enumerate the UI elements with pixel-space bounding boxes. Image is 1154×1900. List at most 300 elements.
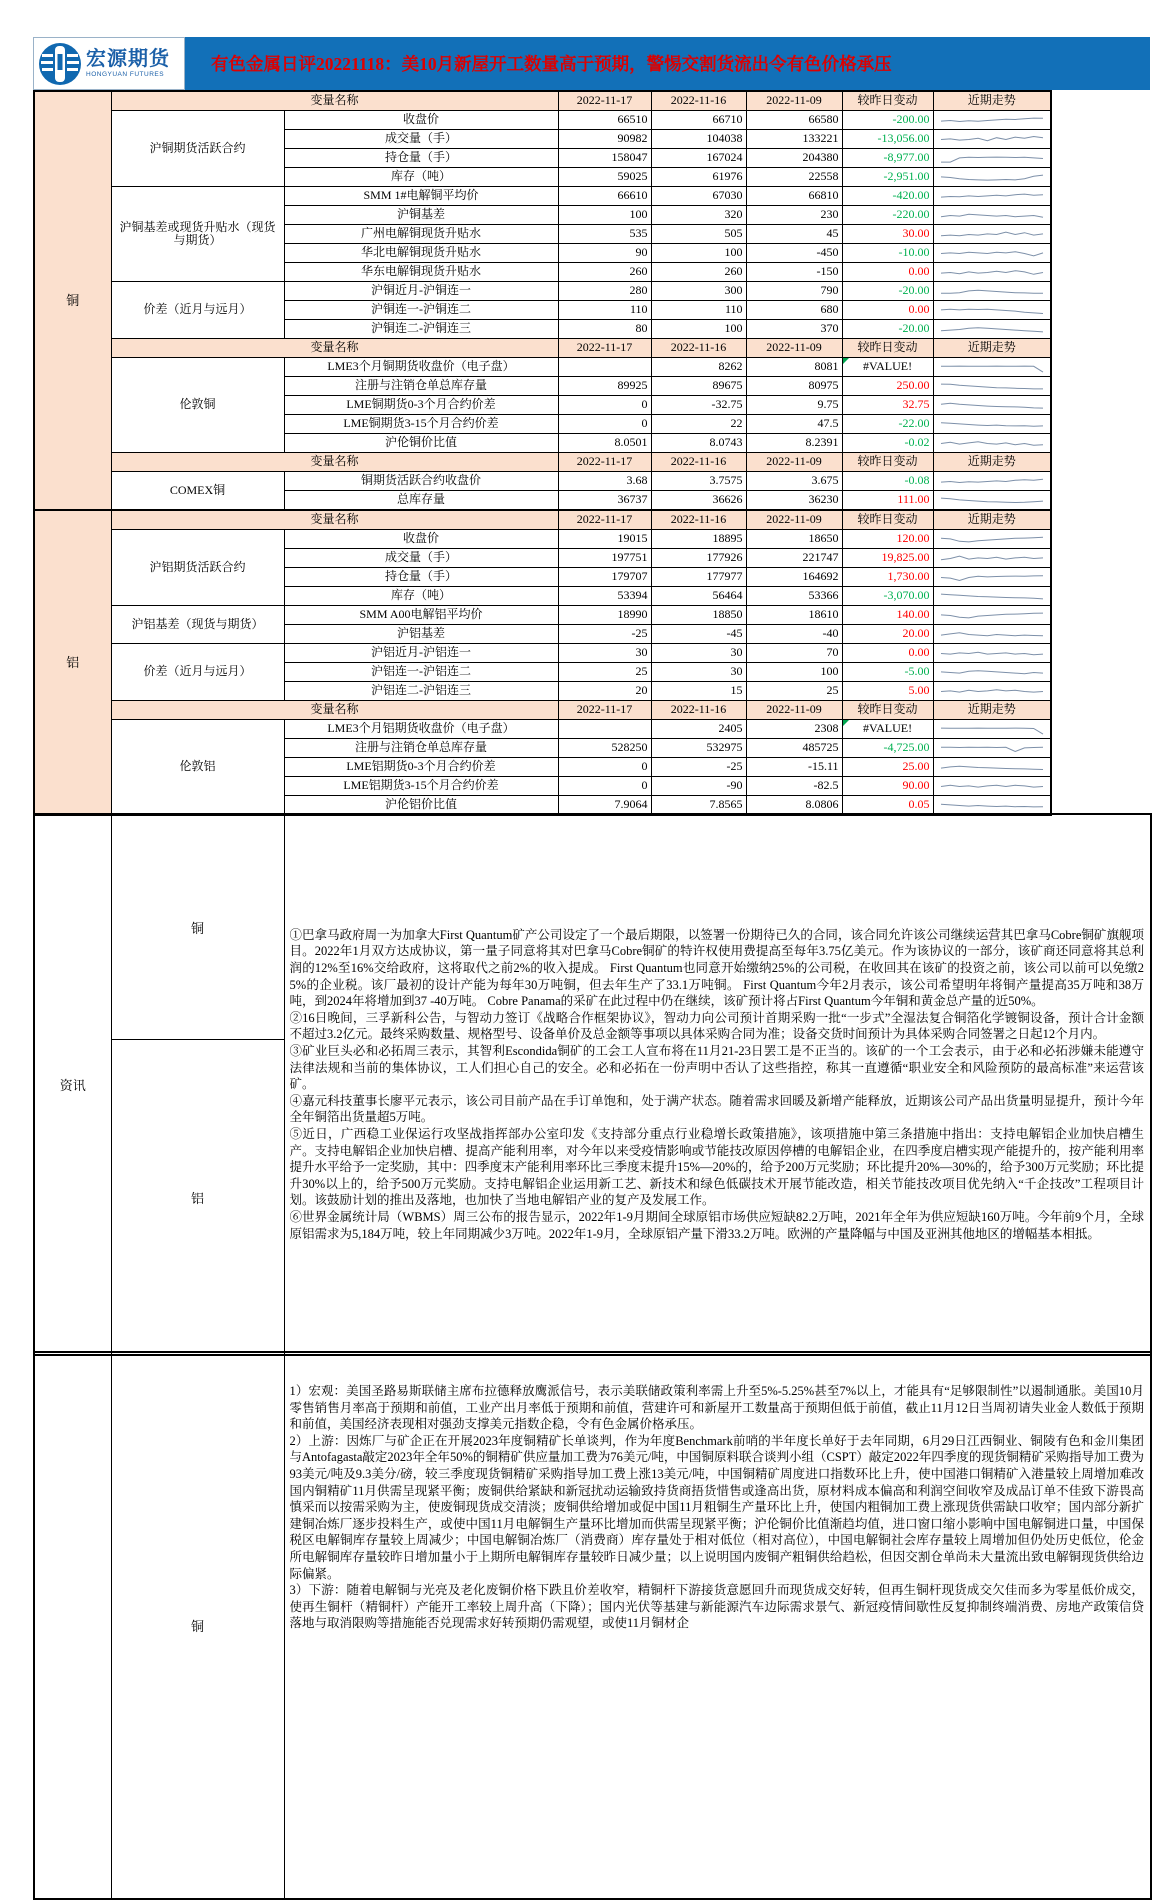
value-cell: 53366 [746, 587, 842, 606]
value-cell: 7.8565 [651, 796, 746, 816]
trend-sparkline [937, 531, 1047, 547]
news-paragraph: 2）上游：因炼厂与矿企正在开展2023年度铜精矿长单谈判，作为年度Benchmark前哨的半年度长单好于去年同期，6月29日江西铜业、铜陵有色和金川集团与Antofagasta敲定2023年全年50%的铜精矿供应量加工费为76美元/吨，中国铜原料联合谈判小组（CSPT）敲定2022年四季度的现货铜精矿采购指导加工费为93美元/吨及9.3美分/磅，较三季度现货铜精矿采购指导加工费上涨13美元/吨，中国铜精矿周度进口指数环比上升，使中国港口铜精矿入港量较上周增加难改国内铜精矿11月供需呈现紧平衡；废铜供给紧缺和新冠扰动运输致持货商捂货惜售或逢高出货，原材料成本偏高和利润空间收窄及成品订单不佳致下游畏高慎采而以按需采购为主，使废铜现货成交清淡；废铜供给增加或促中国11月粗铜生产量环比上升，使国内粗铜加工费上涨现货供需缺口收窄；国内部分新扩建铜冶炼厂逐步投料生产，或使中国11月电解铜生产量环比增加而供需呈现紧平衡；沪伦铜价比值渐趋均值，进口窗口缩小影响中国电解铜进口量，中国保税区电解铜库存量较上周减少；中国电解铜冶炼厂（消费商）库存量处于相对低位（相对高位），中国电解铜社会库存量较上周增加但仍处历史低位，伦金所电解铜库存量较昨日增加量小于上期所电解铜库存量较昨日减少量；以上说明国内废铜产粗铜供给趋松，但因交割仓单尚未大量流出致电解铜现货供给边际偏紧。 [289, 1433, 1144, 1581]
metal-section-label: 铝 [34, 510, 111, 815]
trend-sparkline [937, 321, 1047, 337]
value-cell: 110 [651, 301, 746, 320]
value-cell: 59025 [558, 168, 651, 187]
value-cell: 70 [746, 644, 842, 663]
value-cell: 0 [558, 415, 651, 434]
value-cell: 25 [746, 682, 842, 701]
change-value-cell: 19,825.00 [842, 549, 933, 568]
trend-column-header: 近期走势 [933, 701, 1051, 720]
error-indicator-icon [843, 358, 849, 364]
date-column-header: 2022-11-17 [558, 701, 651, 720]
trend-sparkline [937, 626, 1047, 642]
summary-text-cell [284, 1352, 1151, 1899]
news-section [33, 813, 1152, 1356]
value-cell: -32.75 [651, 396, 746, 415]
variable-name-cell: 成交量（手） [284, 549, 558, 568]
value-cell: 158047 [558, 149, 651, 168]
date-column-header: 2022-11-16 [651, 510, 746, 530]
value-cell: 260 [651, 263, 746, 282]
table-row [34, 358, 1051, 377]
table-row [34, 530, 1051, 549]
value-cell: 0 [558, 396, 651, 415]
variable-name-cell: LME铝期货3-15个月合约价差 [284, 777, 558, 796]
variable-name-cell: 广州电解铜现货升贴水 [284, 225, 558, 244]
value-cell: 22558 [746, 168, 842, 187]
title-banner [33, 37, 1150, 90]
variable-name-header: 变量名称 [111, 701, 558, 720]
trend-sparkline [937, 150, 1047, 166]
change-column-header: 较昨日变动 [842, 339, 933, 358]
value-cell: 18895 [651, 530, 746, 549]
value-cell: 505 [651, 225, 746, 244]
value-cell: 80 [558, 320, 651, 339]
sparkline-cell [933, 606, 1051, 625]
sparkline-cell [933, 396, 1051, 415]
banner-title-area [185, 37, 1150, 90]
change-column-header: 较昨日变动 [842, 91, 933, 111]
date-column-header: 2022-11-09 [746, 91, 842, 111]
value-cell: 680 [746, 301, 842, 320]
value-cell [558, 358, 651, 377]
value-cell: 167024 [651, 149, 746, 168]
summary-copper-label: 铜 [111, 1352, 284, 1899]
change-value-cell: 5.00 [842, 682, 933, 701]
variable-name-cell: 沪铜基差 [284, 206, 558, 225]
date-column-header: 2022-11-17 [558, 91, 651, 111]
value-cell: 66810 [746, 187, 842, 206]
summary-section [33, 1351, 1152, 1900]
trend-sparkline [937, 359, 1047, 375]
change-column-header: 较昨日变动 [842, 453, 933, 472]
variable-name-cell: 持仓量（手） [284, 149, 558, 168]
trend-sparkline [937, 778, 1047, 794]
table-row [34, 111, 1051, 130]
variable-name-cell: 库存（吨） [284, 587, 558, 606]
group-name-cell: 沪铝基差（现货与期货） [111, 606, 284, 644]
report-title: 有色金属日评20221118：美10月新屋开工数量高于预期，警惕交割货流出令有色价格承压 [211, 54, 892, 74]
news-paragraph: ③矿业巨头必和必拓周三表示，其智利Escondida铜矿的工会工人宣布将在11月21-23日罢工是不正当的。该矿的一个工会表示，由于必和必拓涉嫌未能遵守法律法规和当前的集体协议，工人们担心自己的安全。必和必拓在一份声明中否认了这些指控，称其一直遵循“职业安全和风险预防的最高标准”来运营该矿。 [289, 1044, 1144, 1092]
sparkline-cell [933, 358, 1051, 377]
date-column-header: 2022-11-09 [746, 453, 842, 472]
group-name-cell: COMEX铜 [111, 472, 284, 511]
value-cell: 3.675 [746, 472, 842, 491]
value-cell: 790 [746, 282, 842, 301]
value-cell: 197751 [558, 549, 651, 568]
variable-name-cell: 沪铜连一-沪铜连二 [284, 301, 558, 320]
change-value-cell: 0.00 [842, 263, 933, 282]
variable-name-cell: 铜期货活跃合约收盘价 [284, 472, 558, 491]
value-cell: 15 [651, 682, 746, 701]
change-value-cell: -0.02 [842, 434, 933, 453]
change-value-cell: 120.00 [842, 530, 933, 549]
value-cell: 18650 [746, 530, 842, 549]
value-cell: 133221 [746, 130, 842, 149]
date-column-header: 2022-11-17 [558, 339, 651, 358]
sparkline-cell [933, 130, 1051, 149]
trend-sparkline [937, 245, 1047, 261]
value-cell: 36230 [746, 491, 842, 511]
sparkline-cell [933, 472, 1051, 491]
trend-sparkline [937, 207, 1047, 223]
value-cell: 66710 [651, 111, 746, 130]
value-cell: -25 [651, 758, 746, 777]
table-row [34, 472, 1051, 491]
value-cell: 320 [651, 206, 746, 225]
news-paragraph: 3）下游：随着电解铜与光亮及老化废铜价格下跌且价差收窄，精铜杆下游接货意愿回升而现货成交好转，但再生铜杆现货成交欠佳而多为零星低价成交，使再生铜杆（精铜杆）产能开工率较上周升高（下降）；国内光伏等基建与新能源汽车边际需求景气、新冠疫情间歇性反复抑制终端消费、房地产政策信贷落地与取消限购等措施能否兑现需求好转预期仍需观望，或使11月铜材企 [289, 1583, 1144, 1631]
trend-sparkline [937, 569, 1047, 585]
value-cell [558, 720, 651, 739]
change-value-cell: -20.00 [842, 320, 933, 339]
change-value-cell: -420.00 [842, 187, 933, 206]
sparkline-cell [933, 777, 1051, 796]
news-copper-label: 铜 [111, 814, 284, 1040]
value-cell: 8.0743 [651, 434, 746, 453]
trend-column-header: 近期走势 [933, 453, 1051, 472]
group-name-cell: 价差（近月与远月） [111, 644, 284, 701]
value-cell: 9.75 [746, 396, 842, 415]
change-value-cell: #VALUE! [842, 358, 933, 377]
value-cell: 61976 [651, 168, 746, 187]
news-paragraph: ④嘉元科技董事长廖平元表示，该公司目前产品在手订单饱和，处于满产状态。随着需求回暖及新增产能释放，近期该公司产品出货量明显提升，预计今年全年铜箔出货量超5万吨。 [289, 1093, 1144, 1125]
group-name-cell: 伦敦铜 [111, 358, 284, 453]
value-cell: 0 [558, 777, 651, 796]
value-cell: 104038 [651, 130, 746, 149]
value-cell: 20 [558, 682, 651, 701]
trend-sparkline [937, 721, 1047, 737]
variable-name-header: 变量名称 [111, 453, 558, 472]
change-column-header: 较昨日变动 [842, 701, 933, 720]
change-value-cell: 111.00 [842, 491, 933, 511]
date-column-header: 2022-11-17 [558, 510, 651, 530]
value-cell: 36626 [651, 491, 746, 511]
value-cell: 100 [746, 663, 842, 682]
value-cell: 18850 [651, 606, 746, 625]
value-cell: 66580 [746, 111, 842, 130]
table-row [34, 644, 1051, 663]
sparkline-cell [933, 149, 1051, 168]
change-value-cell: -8,977.00 [842, 149, 933, 168]
value-cell: 3.68 [558, 472, 651, 491]
sparkline-cell [933, 244, 1051, 263]
value-cell: 300 [651, 282, 746, 301]
value-cell: 0 [558, 758, 651, 777]
variable-name-cell: 持仓量（手） [284, 568, 558, 587]
trend-sparkline [937, 683, 1047, 699]
date-column-header: 2022-11-16 [651, 701, 746, 720]
change-value-cell: 0.00 [842, 644, 933, 663]
value-cell: 535 [558, 225, 651, 244]
value-cell: 370 [746, 320, 842, 339]
variable-name-cell: 注册与注销仓单总库存量 [284, 377, 558, 396]
trend-sparkline [937, 759, 1047, 775]
value-cell: 177977 [651, 568, 746, 587]
value-cell: 8081 [746, 358, 842, 377]
value-cell: 8262 [651, 358, 746, 377]
value-cell: 18610 [746, 606, 842, 625]
trend-sparkline [937, 492, 1047, 508]
table-row [34, 282, 1051, 301]
sparkline-cell [933, 663, 1051, 682]
variable-name-cell: 沪铝连一-沪铝连二 [284, 663, 558, 682]
variable-name-cell: 华东电解铜现货升贴水 [284, 263, 558, 282]
value-cell: 89675 [651, 377, 746, 396]
value-cell: 30 [651, 663, 746, 682]
sparkline-cell [933, 644, 1051, 663]
variable-name-cell: SMM A00电解铝平均价 [284, 606, 558, 625]
trend-sparkline [937, 283, 1047, 299]
news-aluminum-label: 铝 [111, 1040, 284, 1356]
date-column-header: 2022-11-16 [651, 453, 746, 472]
value-cell: 19015 [558, 530, 651, 549]
variable-name-cell: 沪伦铜价比值 [284, 434, 558, 453]
trend-sparkline [937, 397, 1047, 413]
variable-name-cell: 沪铜近月-沪铜连一 [284, 282, 558, 301]
change-value-cell: 1,730.00 [842, 568, 933, 587]
variable-name-cell: 成交量（手） [284, 130, 558, 149]
variable-name-cell: 沪伦铝价比值 [284, 796, 558, 816]
trend-sparkline [937, 169, 1047, 185]
date-column-header: 2022-11-16 [651, 91, 746, 111]
news-paragraph: ⑤近日，广西稳工业保运行攻坚战指挥部办公室印发《支持部分重点行业稳增长政策措施》，该项措施中第三条措施中指出：支持电解铝企业加快启槽生产。支持电解铝企业加快启槽、提高产能利用率，对今年以来受疫情影响或节能技改原因停槽的电解铝企业，在四季度启槽实现产能提升的，按产能利用率提升水平给予一定奖励，其中：四季度末产能利用率环比三季度末提升15%—20%的，给予200万元奖励；环比提升20%—30%的，给予300万元奖励；环比提升30%以上的，给予500万元奖励。支持电解铝企业运用新工艺、新技术和绿色低碳技术开展节能改造，相关节能技改项目优先纳入“千企技改”工程项目计划。该鼓励计划的推出及落地，也加快了当地电解铝产业的复产及发展工作。 [289, 1126, 1144, 1208]
sparkline-cell [933, 434, 1051, 453]
sparkline-cell [933, 415, 1051, 434]
company-logo [33, 37, 185, 90]
news-paragraph: ①巴拿马政府周一为加拿大First Quantum矿产公司设定了一个最后期限，以签署一份期待已久的合同，该合同允许该公司继续运营其巴拿马Cobre铜矿旗舰项目。2022年1月双方达成协议，第一量子同意将其对巴拿马Cobre铜矿的特许权使用费提高至每年3.75亿美元。作为该协议的一部分，该矿商还同意将其总利润的12%至16%交给政府，这将取代之前2%的收入提成。 First Quantum也同意开始缴纳25%的公司税，在收回其在该矿的投资之前，该公司以前可以免缴25%的企业税。该厂最初的设计产能为每年30万吨铜，但去年生产了33.1万吨铜。 First Quantum今年2月表示，该公司希望明年将铜产量提高35万吨和38万吨，到2024年将增加到37 -40万吨。 Cobre Panama的采矿在此过程中仍在继续，该矿预计将占First Quantum今年铜和黄金总产量的近50%。 [289, 927, 1144, 1009]
summary-section-label [34, 1352, 111, 1899]
value-cell: 100 [651, 320, 746, 339]
trend-sparkline [937, 416, 1047, 432]
trend-sparkline [937, 588, 1047, 604]
variable-name-header: 变量名称 [111, 510, 558, 530]
variable-name-header: 变量名称 [111, 91, 558, 111]
trend-column-header: 近期走势 [933, 510, 1051, 530]
value-cell: 485725 [746, 739, 842, 758]
value-cell: 56464 [651, 587, 746, 606]
metal-section-label: 铜 [34, 91, 111, 510]
value-cell: -450 [746, 244, 842, 263]
value-cell: 90982 [558, 130, 651, 149]
change-column-header: 较昨日变动 [842, 510, 933, 530]
value-cell: 30 [651, 644, 746, 663]
sparkline-cell [933, 530, 1051, 549]
value-cell: 8.2391 [746, 434, 842, 453]
market-data-table [33, 90, 1052, 816]
trend-sparkline [937, 645, 1047, 661]
value-cell: 7.9064 [558, 796, 651, 816]
news-section-label: 资讯 [34, 814, 111, 1355]
value-cell: 90 [558, 244, 651, 263]
value-cell: 260 [558, 263, 651, 282]
value-cell: 3.7575 [651, 472, 746, 491]
value-cell: 110 [558, 301, 651, 320]
change-value-cell: 30.00 [842, 225, 933, 244]
sparkline-cell [933, 720, 1051, 739]
variable-name-cell: 沪铝近月-沪铝连一 [284, 644, 558, 663]
group-name-cell: 伦敦铝 [111, 720, 284, 816]
sparkline-cell [933, 206, 1051, 225]
trend-sparkline [937, 226, 1047, 242]
change-value-cell: -10.00 [842, 244, 933, 263]
variable-name-cell: 沪铜连二-沪铜连三 [284, 320, 558, 339]
variable-name-cell: 华北电解铜现货升贴水 [284, 244, 558, 263]
change-value-cell: -2,951.00 [842, 168, 933, 187]
value-cell: 100 [558, 206, 651, 225]
change-value-cell: -5.00 [842, 663, 933, 682]
value-cell: -25 [558, 625, 651, 644]
change-value-cell: 25.00 [842, 758, 933, 777]
value-cell: 8.0806 [746, 796, 842, 816]
variable-name-cell: 注册与注销仓单总库存量 [284, 739, 558, 758]
value-cell: 528250 [558, 739, 651, 758]
sparkline-cell [933, 263, 1051, 282]
change-value-cell: 20.00 [842, 625, 933, 644]
sparkline-cell [933, 549, 1051, 568]
news-paragraph: ②16日晚间，三孚新科公告，与智动力签订《战略合作框架协议》，智动力向公司预计首期采购一批“一步式”全湿法复合铜箔化学镀铜设备，预计合计金额不超过3.2亿元。最终采购数量、规格型号、设备单价及总金额等事项以具体采购合同为准；设备交货时间预计为具体采购合同签署之日起12个月内。 [289, 1010, 1144, 1042]
variable-name-cell: 收盘价 [284, 530, 558, 549]
logo-cn-text: 宏源期货 [86, 47, 170, 70]
table-row [34, 187, 1051, 206]
value-cell: 221747 [746, 549, 842, 568]
date-column-header: 2022-11-16 [651, 339, 746, 358]
trend-sparkline [937, 473, 1047, 489]
trend-sparkline [937, 378, 1047, 394]
variable-name-cell: LME3个月铝期货收盘价（电子盘） [284, 720, 558, 739]
value-cell: -150 [746, 263, 842, 282]
value-cell: 47.5 [746, 415, 842, 434]
date-column-header: 2022-11-09 [746, 339, 842, 358]
group-name-cell: 价差（近月与远月） [111, 282, 284, 339]
trend-sparkline [937, 607, 1047, 623]
variable-name-cell: 沪铝基差 [284, 625, 558, 644]
change-value-cell: 250.00 [842, 377, 933, 396]
value-cell: 230 [746, 206, 842, 225]
value-cell: 67030 [651, 187, 746, 206]
change-value-cell: -22.00 [842, 415, 933, 434]
group-name-cell: 沪铝期货活跃合约 [111, 530, 284, 606]
change-value-cell: -220.00 [842, 206, 933, 225]
value-cell: -40 [746, 625, 842, 644]
value-cell: 80975 [746, 377, 842, 396]
value-cell: 25 [558, 663, 651, 682]
variable-name-cell: LME铜期货3-15个月合约价差 [284, 415, 558, 434]
value-cell: 89925 [558, 377, 651, 396]
trend-sparkline [937, 550, 1047, 566]
sparkline-cell [933, 625, 1051, 644]
trend-sparkline [937, 435, 1047, 451]
change-value-cell: 0.05 [842, 796, 933, 816]
sparkline-cell [933, 568, 1051, 587]
change-value-cell: -3,070.00 [842, 587, 933, 606]
sparkline-cell [933, 491, 1051, 511]
trend-sparkline [937, 740, 1047, 756]
change-value-cell: 32.75 [842, 396, 933, 415]
change-value-cell: #VALUE! [842, 720, 933, 739]
value-cell: 53394 [558, 587, 651, 606]
value-cell: 30 [558, 644, 651, 663]
change-value-cell: -0.08 [842, 472, 933, 491]
hongyuan-logo-icon [38, 42, 82, 86]
change-value-cell: 90.00 [842, 777, 933, 796]
sparkline-cell [933, 758, 1051, 777]
date-column-header: 2022-11-09 [746, 510, 842, 530]
trend-sparkline [937, 112, 1047, 128]
variable-name-cell: 收盘价 [284, 111, 558, 130]
variable-name-cell: SMM 1#电解铜平均价 [284, 187, 558, 206]
table-row [34, 720, 1051, 739]
value-cell: 532975 [651, 739, 746, 758]
value-cell: 179707 [558, 568, 651, 587]
logo-en-text: HONGYUAN FUTURES [86, 70, 165, 78]
trend-sparkline [937, 131, 1047, 147]
news-paragraph: ⑥世界金属统计局（WBMS）周三公布的报告显示，2022年1-9月期间全球原铝市场供应短缺82.2万吨，2021年全年为供应短缺160万吨。今年前9个月，全球原铝需求为5,184万吨，较上年同期减少3万吨。2022年1-9月，全球原铝产量下滑33.2万吨。欧洲的产量降幅与中国及亚洲其他地区的增幅基本相抵。 [289, 1209, 1144, 1241]
change-value-cell: -200.00 [842, 111, 933, 130]
value-cell: 8.0501 [558, 434, 651, 453]
variable-name-header: 变量名称 [111, 339, 558, 358]
change-value-cell: 140.00 [842, 606, 933, 625]
value-cell: 164692 [746, 568, 842, 587]
value-cell: 66610 [558, 187, 651, 206]
change-value-cell: -13,056.00 [842, 130, 933, 149]
value-cell: 2308 [746, 720, 842, 739]
value-cell: -90 [651, 777, 746, 796]
variable-name-cell: 沪铝连二-沪铝连三 [284, 682, 558, 701]
value-cell: 66510 [558, 111, 651, 130]
trend-sparkline [937, 797, 1047, 813]
trend-sparkline [937, 264, 1047, 280]
value-cell: 22 [651, 415, 746, 434]
change-value-cell: -20.00 [842, 282, 933, 301]
news-text-cell [284, 814, 1151, 1355]
variable-name-cell: LME铝期货0-3个月合约价差 [284, 758, 558, 777]
trend-sparkline [937, 188, 1047, 204]
table-row [34, 606, 1051, 625]
trend-column-header: 近期走势 [933, 91, 1051, 111]
sparkline-cell [933, 377, 1051, 396]
sparkline-cell [933, 320, 1051, 339]
trend-sparkline [937, 302, 1047, 318]
value-cell: 36737 [558, 491, 651, 511]
date-column-header: 2022-11-09 [746, 701, 842, 720]
variable-name-cell: LME铜期货0-3个月合约价差 [284, 396, 558, 415]
variable-name-cell: LME3个月铜期货收盘价（电子盘） [284, 358, 558, 377]
value-cell: 100 [651, 244, 746, 263]
sparkline-cell [933, 187, 1051, 206]
value-cell: -15.11 [746, 758, 842, 777]
sparkline-cell [933, 587, 1051, 606]
sparkline-cell [933, 225, 1051, 244]
trend-column-header: 近期走势 [933, 339, 1051, 358]
sparkline-cell [933, 168, 1051, 187]
sparkline-cell [933, 301, 1051, 320]
value-cell: 204380 [746, 149, 842, 168]
sparkline-cell [933, 282, 1051, 301]
group-name-cell: 沪铜基差或现货升贴水（现货与期货） [111, 187, 284, 282]
value-cell: -82.5 [746, 777, 842, 796]
news-paragraph: 1）宏观：美国圣路易斯联储主席布拉德释放鹰派信号，表示美联储政策利率需上升至5%-5.25%甚至7%以上，才能具有“足够限制性”以遏制通胀。美国10月零售销售月率高于预期和前值，工业产出月率低于预期和前值，营建许可和新屋开工数量高于预期但低于前值，截止11月12日当周初请失业金人数低于预期和前值，美国经济表现相对强劲支撑美元指数企稳，令有色金属价格承压。 [289, 1384, 1144, 1432]
date-column-header: 2022-11-17 [558, 453, 651, 472]
value-cell: 45 [746, 225, 842, 244]
variable-name-cell: 库存（吨） [284, 168, 558, 187]
value-cell: 18990 [558, 606, 651, 625]
error-indicator-icon [843, 720, 849, 726]
change-value-cell: -4,725.00 [842, 739, 933, 758]
value-cell: -45 [651, 625, 746, 644]
sparkline-cell [933, 682, 1051, 701]
trend-sparkline [937, 664, 1047, 680]
